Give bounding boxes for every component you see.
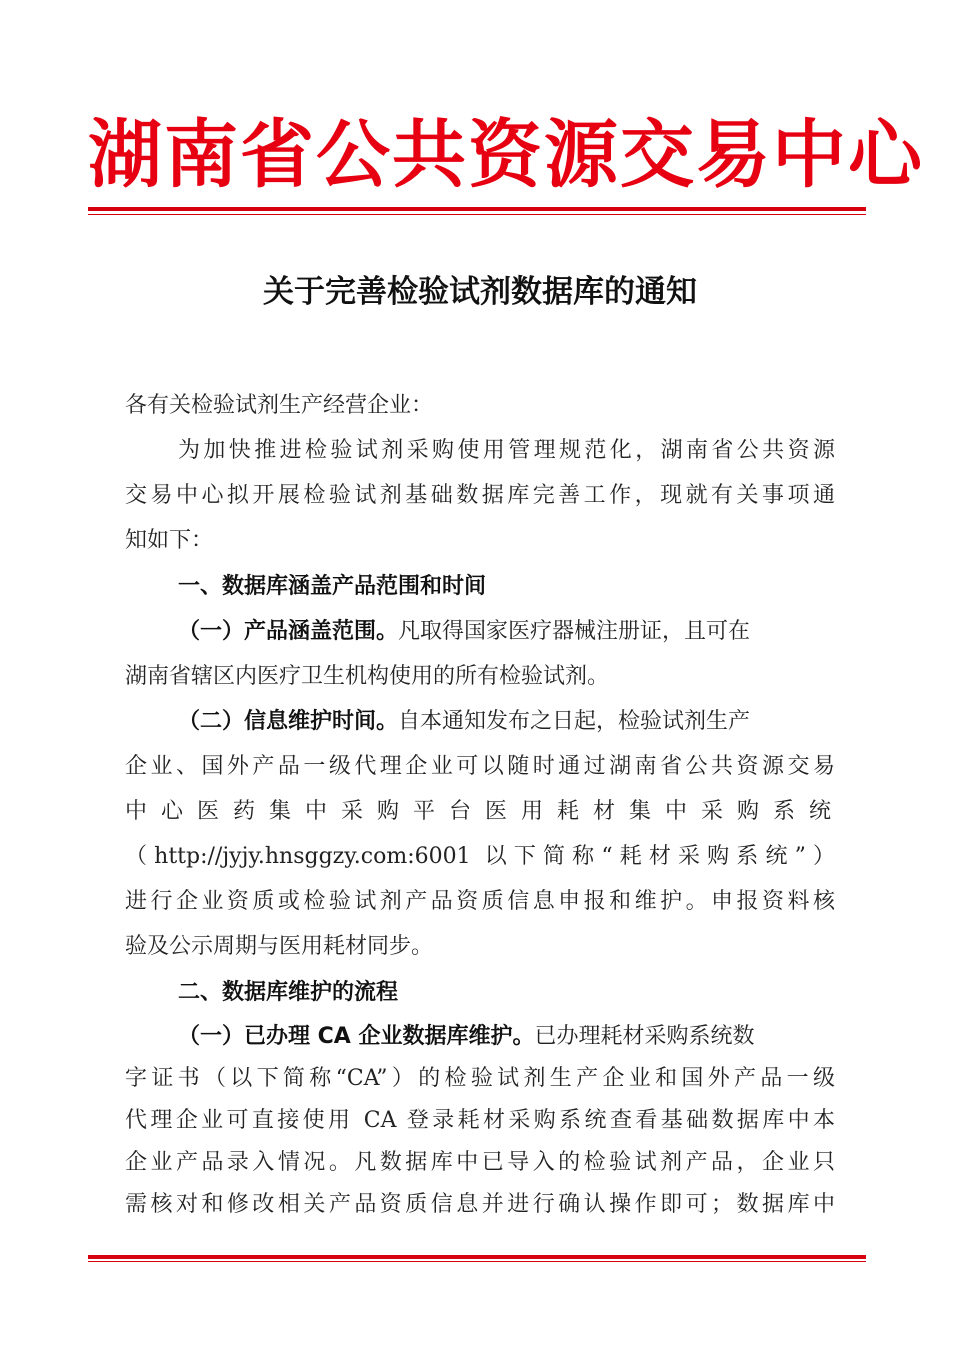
section-1-item-1-text: 凡取得国家医疗器械注册证，且可在	[398, 619, 751, 644]
section-2-item-1-line-4: 企业产品录入情况。凡数据库中已导入的检验试剂产品，企业只	[125, 1150, 835, 1175]
section-2-item-1-line-2: 字证书（以下简称“CA”）的检验试剂生产企业和国外产品一级	[125, 1066, 835, 1091]
section-1-item-2-line-2: 企业、国外产品一级代理企业可以随时通过湖南省公共资源交易	[125, 754, 835, 779]
footer-rule-thin	[88, 1261, 866, 1262]
intro-line-1: 为加快推进检验试剂采购使用管理规范化，湖南省公共资源	[178, 438, 835, 463]
section-1-item-1-line-2: 湖南省辖区内医疗卫生机构使用的所有检验试剂。	[125, 664, 610, 689]
footer-rule-thick	[88, 1255, 866, 1259]
section-1-item-2-line-3: 中心医药集中采购平台医用耗材集中采购系统	[125, 799, 846, 824]
section-1-item-2-line-6: 验及公示周期与医用耗材同步。	[125, 934, 434, 959]
salutation: 各有关检验试剂生产经营企业：	[125, 393, 434, 418]
section-1-item-2-label: （二）信息维护时间。	[178, 709, 399, 734]
section-1-item-2-line-5: 进行企业资质或检验试剂产品资质信息申报和维护。申报资料核	[125, 889, 835, 914]
intro-line-3: 知如下：	[125, 528, 214, 553]
section-1-item-1-label: （一）产品涵盖范围。	[178, 619, 399, 644]
section-2-item-1-text: 已办理耗材采购系统数	[534, 1024, 755, 1049]
section-2-heading: 二、数据库维护的流程	[178, 980, 399, 1005]
section-2-item-1-line-1	[178, 1022, 835, 1052]
masthead-rule-thick	[88, 207, 866, 211]
section-2-item-1-label: （一）已办理 CA 企业数据库维护。	[178, 1024, 535, 1049]
notice-title: 关于完善检验试剂数据库的通知	[263, 274, 697, 310]
section-2-item-1-line-5: 需核对和修改相关产品资质信息并进行确认操作即可；数据库中	[125, 1192, 835, 1217]
section-1-item-2-text: 自本通知发布之日起，检验试剂生产	[398, 709, 751, 734]
intro-line-2: 交易中心拟开展检验试剂基础数据库完善工作，现就有关事项通	[125, 483, 835, 508]
section-1-item-2-line-4: （http://jyjy.hnsggzy.com:6001 以下简称“耗材采购系统”）	[125, 844, 835, 869]
section-2-item-1-line-3: 代理企业可直接使用 CA 登录耗材采购系统查看基础数据库中本	[125, 1108, 835, 1133]
masthead-rule-thin	[88, 214, 866, 215]
section-1-item-2-line-1	[178, 707, 835, 737]
section-1-item-1-line-1	[178, 617, 835, 647]
masthead-title: 湖南省公共资源交易中心	[88, 112, 924, 198]
section-1-heading: 一、数据库涵盖产品范围和时间	[178, 574, 487, 599]
